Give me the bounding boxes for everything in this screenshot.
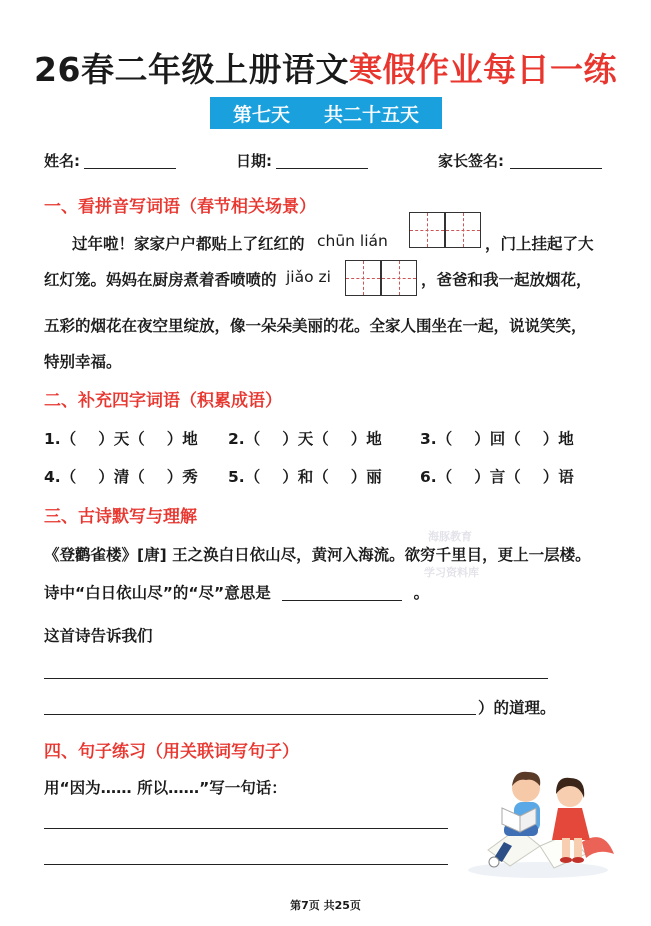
idiom-item-6[interactable]: 6.（ ）言（ ）语 [420, 468, 574, 486]
idiom-number: 1. [44, 430, 61, 448]
idiom-char: 清 [113, 468, 130, 486]
answer-cell[interactable] [445, 212, 481, 248]
question2-end: ）的道理。 [478, 699, 556, 717]
day-label: 第七天 [232, 103, 290, 126]
section3-heading: 三、古诗默写与理解 [44, 507, 197, 527]
idiom-char: 地 [182, 430, 198, 448]
answer-cell[interactable] [409, 212, 445, 248]
question1 [44, 581, 429, 603]
page-number: 第7页 共25页 [290, 899, 361, 912]
idiom-char: 天 [113, 430, 130, 448]
s1-line2-a: 红灯笼。妈妈在厨房煮着香喷喷的 [44, 271, 277, 289]
date-label: 日期: [236, 152, 272, 170]
answer-line[interactable] [44, 864, 448, 865]
sentence-prompt: 用“因为…… 所以……”写一句话： [44, 779, 287, 797]
date-field[interactable] [236, 150, 368, 171]
answer-line[interactable] [44, 714, 476, 715]
idiom-number: 5. [228, 468, 245, 486]
idiom-char: 和 [297, 468, 314, 486]
s1-line2-b: ，爸爸和我一起放烟花， [421, 271, 592, 289]
watermark-line-2: 学习资料库 [424, 566, 479, 579]
parent-signature-label: 家长签名: [438, 152, 504, 170]
name-blank[interactable] [84, 168, 176, 169]
s1-line3: 五彩的烟花在夜空里绽放，像一朵朵美丽的花。全家人围坐在一起，说说笑笑， [44, 317, 587, 335]
parent-signature-blank[interactable] [510, 168, 602, 169]
section1-heading: 一、看拼音写词语（春节相关场景） [44, 197, 316, 217]
answer-cell[interactable] [345, 260, 381, 296]
idiom-char: 地 [558, 430, 574, 448]
page-title [0, 44, 651, 91]
idiom-number: 6. [420, 468, 437, 486]
question1-text: 诗中“白日依山尽”的“尽”意思是 [44, 584, 271, 602]
question1-blank[interactable] [282, 600, 402, 601]
s1-line1-a: 过年啦！家家户户都贴上了红红的 [72, 235, 305, 253]
idiom-number: 4. [44, 468, 61, 486]
section4-heading: 四、句子练习（用关联词写句子） [44, 742, 299, 762]
poem-text: 《登鹳雀楼》[唐] 王之涣白日依山尽，黄河入海流。欲穷千里目，更上一层楼。 [44, 546, 591, 564]
answer-cell[interactable] [381, 260, 417, 296]
answer-line[interactable] [44, 678, 548, 679]
idiom-item-1[interactable]: 1.（ ）天（ ）地 [44, 430, 198, 448]
title-main: 26春二年级上册语文 [34, 50, 349, 89]
idiom-char: 秀 [182, 468, 198, 486]
idiom-char: 言 [489, 468, 506, 486]
pinyin-jiaozi: jiǎo zi [286, 268, 331, 286]
date-blank[interactable] [276, 168, 368, 169]
idiom-char: 天 [297, 430, 314, 448]
parent-signature-field[interactable] [438, 150, 602, 171]
section2-heading: 二、补充四字词语（积累成语） [44, 391, 282, 411]
idiom-item-4[interactable]: 4.（ ）清（ ）秀 [44, 468, 198, 486]
title-highlight: 寒假作业每日一练 [348, 50, 617, 89]
answer-line[interactable] [44, 828, 448, 829]
idiom-number: 2. [228, 430, 245, 448]
idiom-char: 语 [558, 468, 574, 486]
kids-reading-illustration [458, 758, 618, 886]
idiom-number: 3. [420, 430, 437, 448]
idiom-char: 回 [489, 430, 506, 448]
watermark-line-1: 海豚教育 [428, 530, 472, 543]
idiom-item-2[interactable]: 2.（ ）天（ ）地 [228, 430, 382, 448]
idiom-item-3[interactable]: 3.（ ）回（ ）地 [420, 430, 574, 448]
name-field[interactable] [44, 150, 176, 171]
idiom-item-5[interactable]: 5.（ ）和（ ）丽 [228, 468, 382, 486]
s1-line4: 特别幸福。 [44, 353, 122, 371]
question2-text: 这首诗告诉我们 [44, 627, 153, 645]
question1-end: 。 [413, 584, 430, 602]
s1-line1-b: ，门上挂起了大 [485, 235, 594, 253]
idiom-char: 地 [366, 430, 382, 448]
total-days-label: 共二十五天 [324, 103, 420, 126]
idiom-char: 丽 [366, 468, 382, 486]
name-label: 姓名: [44, 152, 80, 170]
day-banner [210, 97, 442, 129]
pinyin-chunlian: chūn lián [317, 232, 388, 250]
